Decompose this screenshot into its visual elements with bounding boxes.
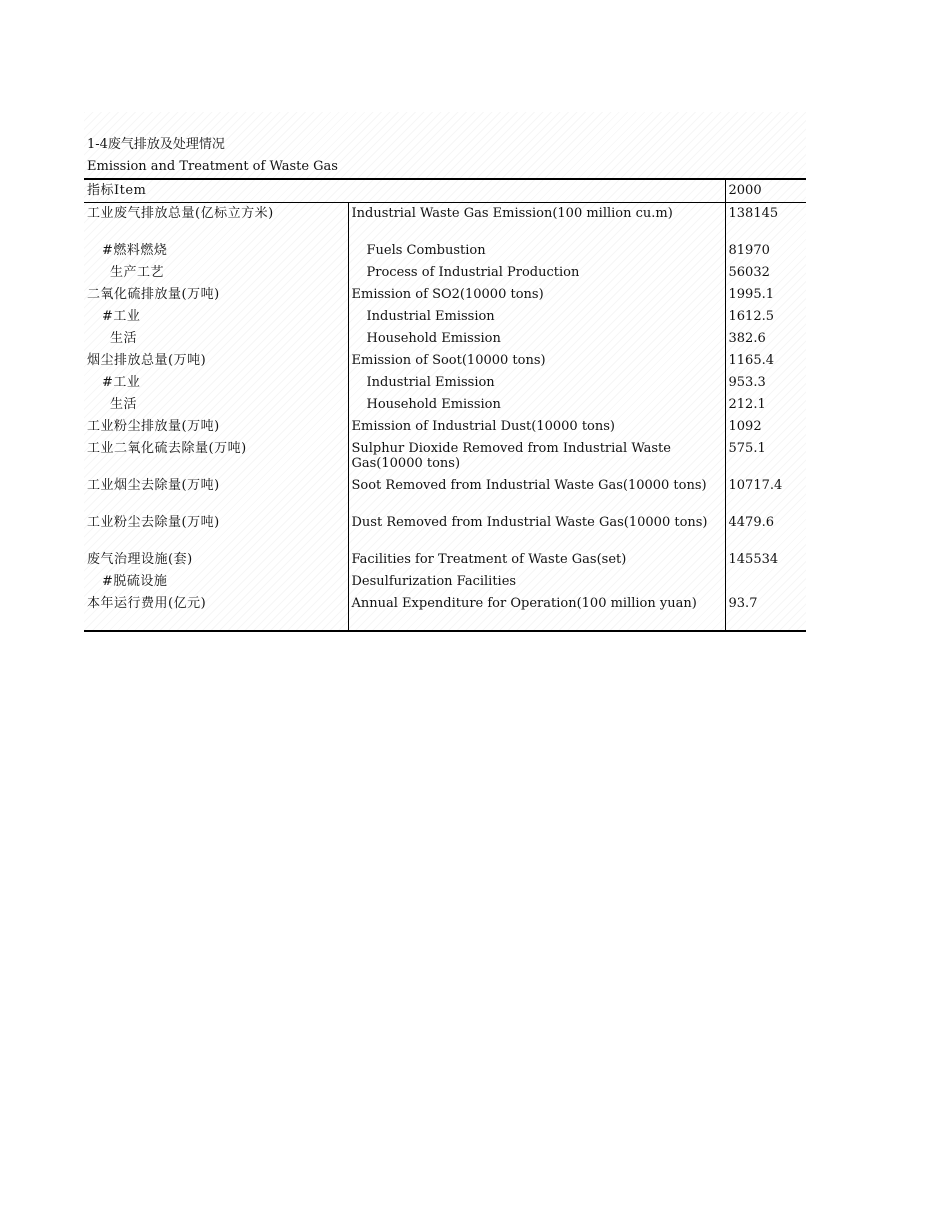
table-row — [84, 262, 806, 284]
row-label-en[interactable]: Emission of Soot(10000 tons) — [348, 350, 725, 372]
row-label-zh[interactable]: 工业粉尘去除量(万吨) — [84, 512, 348, 549]
row-value[interactable]: 575.1 — [728, 441, 766, 456]
row-label-en[interactable]: Industrial Emission — [348, 306, 725, 328]
row-label-en[interactable]: Fuels Combustion — [348, 240, 725, 262]
row-value[interactable]: 4479.6 — [728, 515, 775, 530]
row-value[interactable]: 1165.4 — [728, 353, 775, 368]
header-item-cell[interactable]: 指标Item — [84, 179, 725, 203]
row-value[interactable] — [725, 571, 806, 593]
table-row — [84, 571, 806, 593]
row-label-en[interactable]: Household Emission — [348, 394, 725, 416]
row-label-zh[interactable]: 生活 — [84, 394, 348, 416]
row-value[interactable]: 145534 — [728, 552, 779, 567]
row-label-zh[interactable]: #工业 — [84, 372, 348, 394]
row-label-en[interactable]: Industrial Emission — [348, 372, 725, 394]
row-value[interactable]: 1612.5 — [728, 309, 775, 324]
table-row — [84, 394, 806, 416]
spreadsheet-sheet — [84, 112, 806, 632]
row-label-zh[interactable]: 二氧化硫排放量(万吨) — [84, 284, 348, 306]
table-row — [84, 306, 806, 328]
row-value[interactable]: 138145 — [728, 206, 779, 221]
row-value[interactable]: 212.1 — [728, 397, 766, 412]
row-value[interactable]: 10717.4 — [728, 478, 783, 493]
row-label-en[interactable]: Process of Industrial Production — [348, 262, 725, 284]
row-value[interactable]: 1995.1 — [728, 287, 775, 302]
row-label-en[interactable]: Facilities for Treatment of Waste Gas(set) — [348, 549, 725, 571]
row-label-zh[interactable]: 工业二氧化硫去除量(万吨) — [84, 438, 348, 475]
table-row — [84, 328, 806, 350]
waste-gas-table — [84, 178, 806, 632]
table-row — [84, 350, 806, 372]
row-value[interactable]: 1092 — [728, 419, 762, 434]
row-label-en[interactable]: Soot Removed from Industrial Waste Gas(10000 tons) — [348, 475, 725, 512]
row-value[interactable]: 81970 — [728, 243, 770, 258]
row-label-zh[interactable]: 工业粉尘排放量(万吨) — [84, 416, 348, 438]
row-label-zh[interactable]: #燃料燃烧 — [84, 240, 348, 262]
table-row — [84, 203, 806, 241]
table-title-zh: 1-4废气排放及处理情况 — [87, 137, 225, 152]
table-row — [84, 512, 806, 549]
row-label-en[interactable]: Industrial Waste Gas Emission(100 million cu.m) — [348, 203, 725, 241]
row-label-zh[interactable]: 废气治理设施(套) — [84, 549, 348, 571]
row-label-zh[interactable]: #脱硫设施 — [84, 571, 348, 593]
row-label-en[interactable]: Dust Removed from Industrial Waste Gas(10000 tons) — [348, 512, 725, 549]
row-label-zh[interactable]: 生产工艺 — [84, 262, 348, 284]
row-value[interactable]: 953.3 — [728, 375, 766, 390]
table-row — [84, 438, 806, 475]
table-title-en: Emission and Treatment of Waste Gas — [87, 159, 338, 174]
row-label-zh[interactable]: 工业烟尘去除量(万吨) — [84, 475, 348, 512]
row-label-zh[interactable]: 本年运行费用(亿元) — [84, 593, 348, 631]
row-label-zh[interactable]: 生活 — [84, 328, 348, 350]
row-label-en[interactable]: Emission of SO2(10000 tons) — [348, 284, 725, 306]
row-label-en[interactable]: Emission of Industrial Dust(10000 tons) — [348, 416, 725, 438]
table-row — [84, 372, 806, 394]
table-row — [84, 593, 806, 631]
row-label-en[interactable]: Desulfurization Facilities — [348, 571, 725, 593]
row-label-zh[interactable]: #工业 — [84, 306, 348, 328]
table-row — [84, 549, 806, 571]
row-value[interactable]: 382.6 — [728, 331, 766, 346]
table-header-row — [84, 179, 806, 203]
table-row — [84, 416, 806, 438]
table-row — [84, 284, 806, 306]
row-label-en[interactable]: Annual Expenditure for Operation(100 million yuan) — [348, 593, 725, 631]
row-label-zh[interactable]: 烟尘排放总量(万吨) — [84, 350, 348, 372]
row-value[interactable]: 93.7 — [728, 596, 758, 611]
table-row — [84, 240, 806, 262]
row-label-zh[interactable]: 工业废气排放总量(亿标立方米) — [84, 203, 348, 241]
row-value[interactable]: 56032 — [728, 265, 770, 280]
table-row — [84, 475, 806, 512]
row-label-en[interactable]: Sulphur Dioxide Removed from Industrial Waste Gas(10000 tons) — [348, 438, 725, 475]
row-label-en[interactable]: Household Emission — [348, 328, 725, 350]
header-year-cell[interactable]: 2000 — [725, 179, 806, 203]
